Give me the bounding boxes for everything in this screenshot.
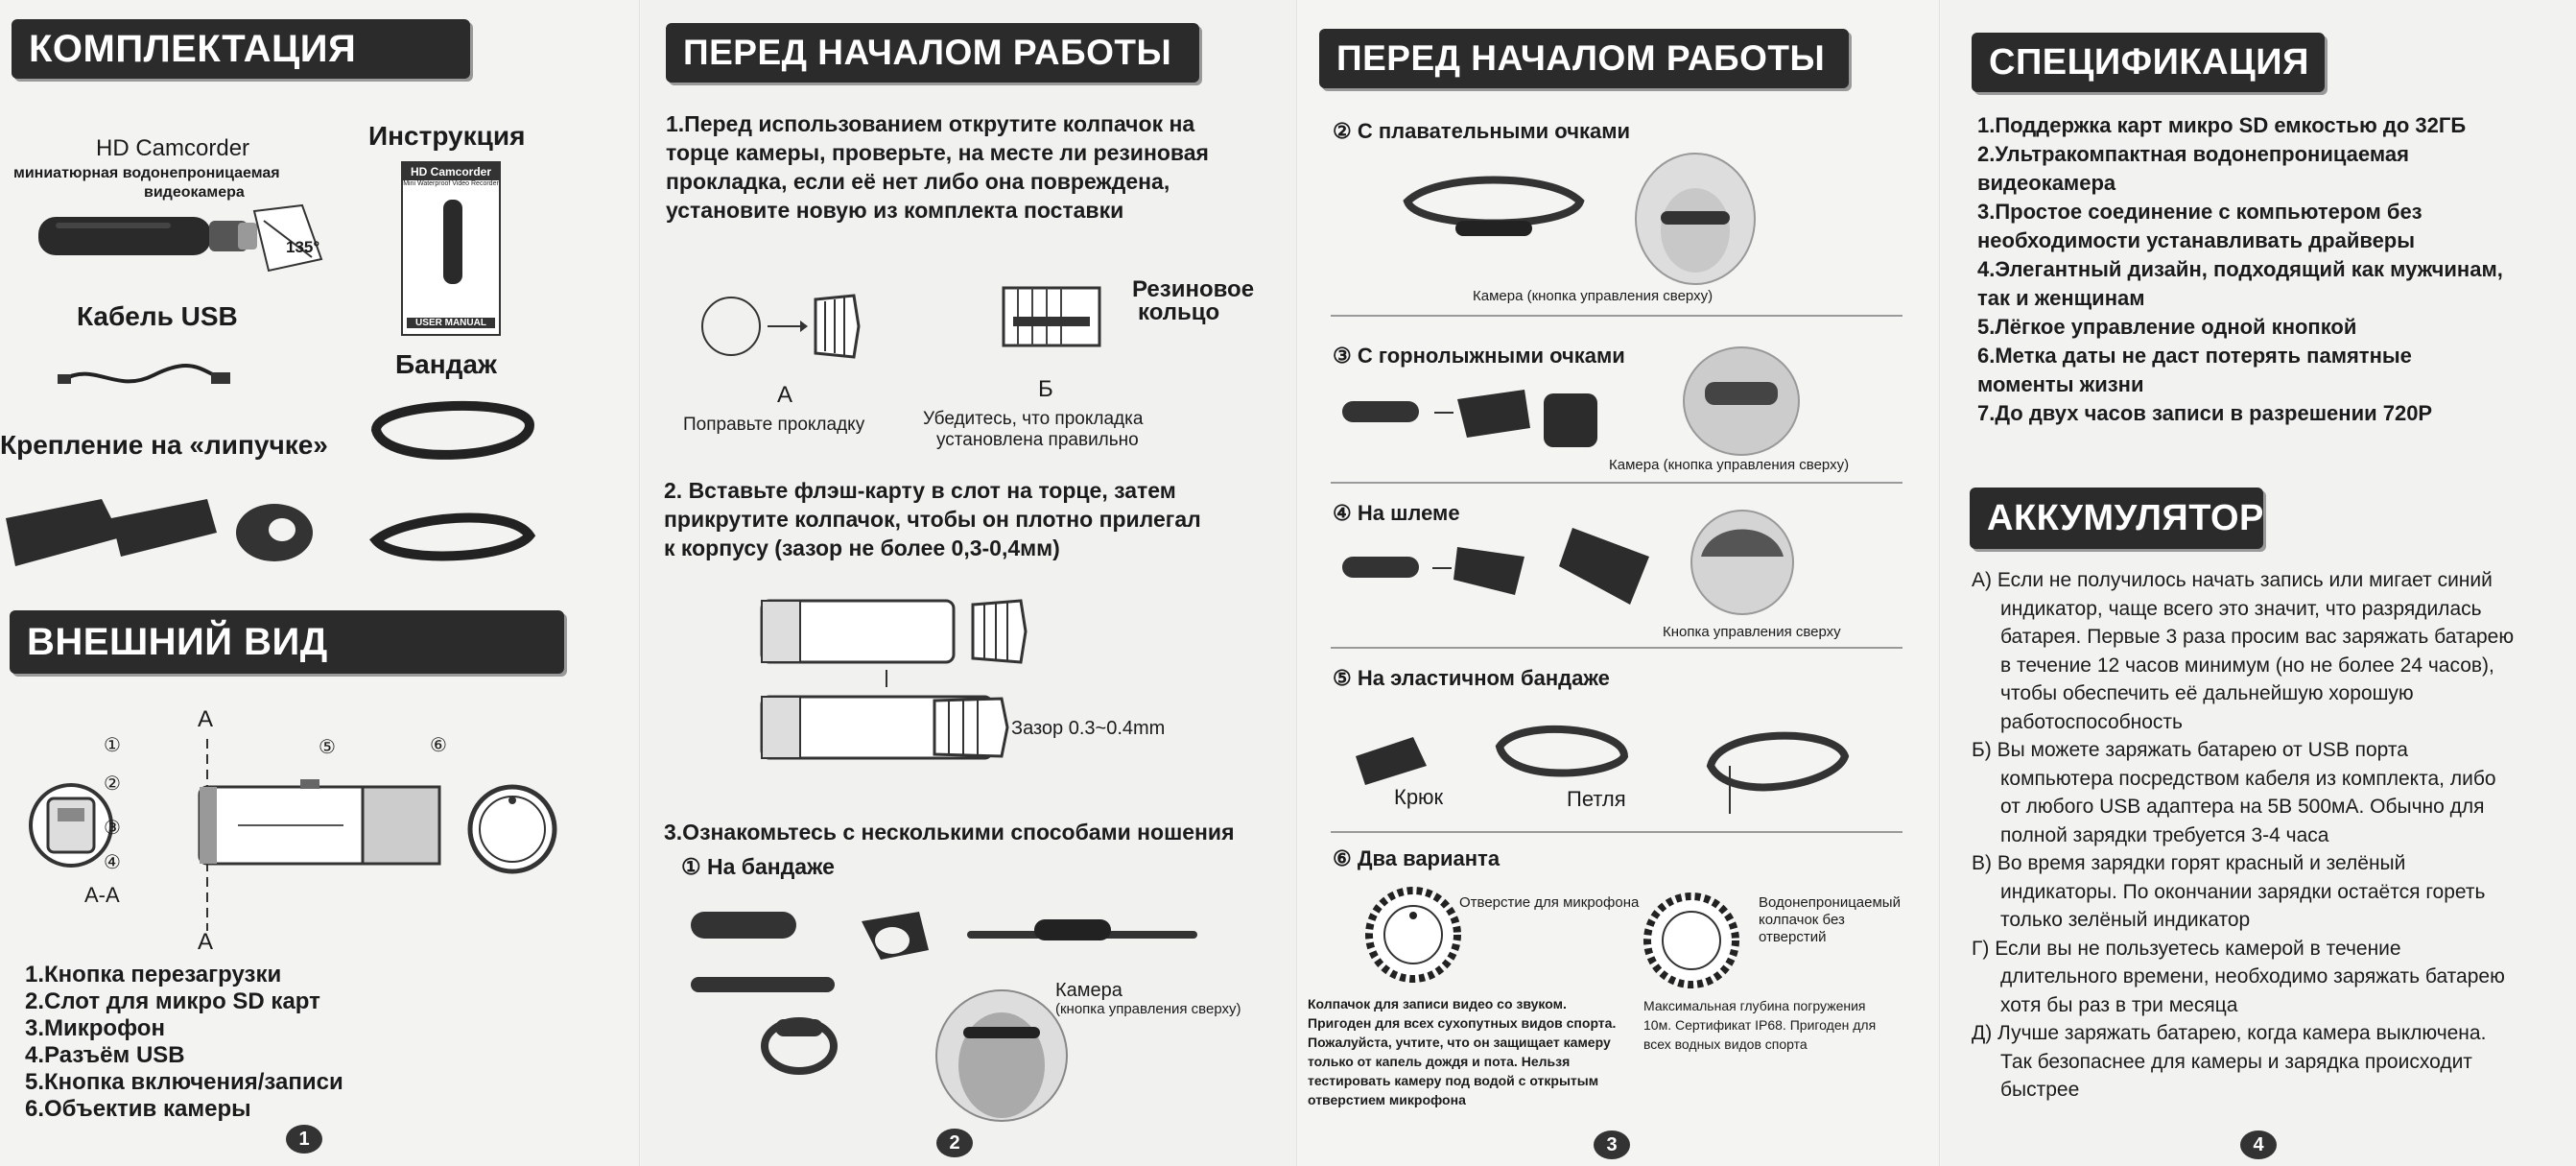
ring-label — [1132, 278, 1254, 324]
header-before-start: ПЕРЕД НАЧАЛОМ РАБОТЫ — [666, 23, 1199, 83]
step-2-line: 2. Вставьте флэш-карту в слот на торце, затем — [664, 478, 1176, 503]
cap-1-label: Отверстие для микрофона — [1459, 894, 1640, 911]
part-item: 1.Кнопка перезагрузки — [25, 962, 282, 988]
step-3: 3.Ознакомьтесь с несколькими способами ношения — [664, 820, 1235, 845]
spec-line: 2.Ультракомпактная водонепроницаемая — [1977, 142, 2409, 166]
spec-line: моменты жизни — [1977, 372, 2144, 396]
head-photo — [934, 988, 1069, 1123]
manual-cover-title: HD Camcorder — [403, 163, 499, 180]
battery-item-d: Г) Если вы не пользуетесь камерой в течение — [1972, 937, 2401, 960]
helmet-photo — [1691, 511, 1793, 614]
step-1-line: 1.Перед использованием открутите колпачок на — [666, 111, 1195, 136]
loop-label: Петля — [1567, 787, 1626, 811]
method-4-caption: Кнопка управления сверху — [1663, 624, 1841, 640]
side-view-diagram — [200, 777, 449, 873]
gap-label: Зазор 0.3~0.4mm — [1011, 718, 1166, 739]
spec-line: 4.Элегантный дизайн, подходящий как мужчинам, — [1977, 257, 2503, 281]
manual-camera-icon — [441, 200, 464, 286]
cap-2-label-line: отверстий — [1759, 929, 1827, 945]
velcro-title: Крепление на «липучке» — [0, 430, 328, 460]
cap-with-mic-hole — [1365, 887, 1461, 983]
step-1 — [666, 109, 1209, 225]
parts-list — [25, 962, 343, 1123]
battery-line: компьютера посредством кабеля из комплекта, либо — [2000, 767, 2496, 790]
battery-line: только зелёный индикатор — [2000, 909, 2251, 931]
battery-item-e: Д) Лучше заряжать батарею, когда камера выключена. — [1972, 1022, 2487, 1044]
spec-line: 5.Лёгкое управление одной кнопкой — [1977, 315, 2357, 339]
note-line: отверстием микрофона — [1308, 1092, 1466, 1107]
velcro-mount-illustration — [6, 480, 322, 576]
callout-4: ④ — [104, 852, 121, 873]
battery-line: батарея. Первые 3 раза просим вас заряжать батарею — [2000, 626, 2515, 648]
note-line: Колпачок для записи видео со звуком. — [1308, 996, 1567, 1011]
spec-line: 6.Метка даты не даст потерять памятные — [1977, 344, 2412, 368]
method-2-title: ② С плавательными очками — [1333, 119, 1631, 143]
callout-5: ⑤ — [319, 737, 336, 758]
camcorder-illustration — [36, 209, 267, 267]
swim-photo — [1636, 154, 1755, 284]
battery-line: в течение 12 часов минимум (но не более 24 часов), — [2000, 654, 2494, 677]
swim-goggles-illustration — [1398, 163, 1590, 259]
camcorder-caption-2: видеокамера — [144, 184, 245, 201]
callout-1: ① — [104, 735, 121, 756]
page-number: 1 — [286, 1125, 322, 1154]
ski-photo — [1684, 347, 1799, 455]
note-line: 10м. Сертификат IP68. Пригоден для — [1643, 1017, 1877, 1033]
usb-title: Кабель USB — [77, 301, 238, 331]
divider — [1331, 647, 1902, 649]
battery-line: работоспособность — [2000, 710, 2183, 733]
helmet-mount-illustration — [1342, 518, 1726, 614]
step-2-line: к корпусу (зазор не более 0,3-0,4мм) — [664, 535, 1060, 560]
cap-2-label-line: колпачок без — [1759, 912, 1845, 928]
step-1-line: установите новую из комплекта поставки — [666, 198, 1124, 223]
camera-label — [1055, 981, 1241, 1019]
battery-item-b: Б) Вы можете заряжать батарею от USB порта — [1972, 739, 2408, 761]
camera-label-line: Камера — [1055, 980, 1123, 1001]
battery-line: быстрее — [2000, 1079, 2080, 1101]
step-2-line: прикрутите колпачок, чтобы он плотно прилегал — [664, 507, 1201, 532]
manual-cover-footer: USER MANUAL — [407, 318, 495, 328]
spec-line: видеокамера — [1977, 171, 2116, 195]
cap-2-label-line: Водонепроницаемый — [1759, 894, 1901, 911]
cap-2-note — [1643, 996, 1876, 1054]
part-item: 4.Разъём USB — [25, 1042, 185, 1068]
battery-item-a: А) Если не получилось начать запись или мигает синий — [1972, 569, 2493, 591]
spec-line: 1.Поддержка карт микро SD емкостью до 32ГБ — [1977, 113, 2467, 137]
spec-list — [1977, 111, 2503, 428]
battery-line: полной зарядки требуется 3-4 часа — [2000, 823, 2329, 846]
battery-line: хотя бы раз в три месяца — [2000, 993, 2238, 1016]
method-5-title: ⑤ На эластичном бандаже — [1333, 666, 1610, 690]
method-1-title: ① На бандаже — [681, 854, 835, 879]
manual-booklet — [401, 161, 501, 336]
header-spec: СПЕЦИФИКАЦИЯ — [1972, 33, 2325, 92]
page-2 — [641, 0, 1298, 1166]
battery-line: длительного времени, необходимо заряжать батарею — [2000, 965, 2505, 988]
spec-line: необходимости устанавливать драйверы — [1977, 228, 2416, 252]
header-before-start: ПЕРЕД НАЧАЛОМ РАБОТЫ — [1319, 29, 1849, 88]
page-4 — [1941, 0, 2576, 1166]
method-4-title: ④ На шлеме — [1333, 501, 1460, 525]
section-a-bottom: A — [198, 929, 214, 955]
note-line: Максимальная глубина погружения — [1643, 998, 1866, 1013]
method-3-caption: Камера (кнопка управления сверху) — [1609, 457, 1850, 473]
angle-label: 135° — [286, 238, 320, 256]
divider — [1331, 831, 1902, 833]
manual-cover-sub: Mini Waterproof Video Recorder — [403, 180, 499, 187]
battery-line: индикаторы. По окончании зарядки остаётся гореть — [2000, 880, 2486, 903]
cap-2-label — [1759, 894, 1901, 946]
battery-item-c: В) Во время зарядки горят красный и зелёный — [1972, 852, 2406, 874]
lens-end-diagram — [464, 781, 560, 877]
fig-b-caption-1: Убедитесь, что прокладка — [923, 409, 1144, 429]
header-battery: АККУМУЛЯТОР — [1970, 488, 2263, 549]
page-number: 3 — [1594, 1130, 1630, 1159]
note-line: Пригоден для всех сухопутных видов спорта. — [1308, 1015, 1617, 1031]
note-line: тестировать камеру под водой с открытым — [1308, 1073, 1599, 1088]
note-line: всех водных видов спорта — [1643, 1036, 1808, 1052]
divider — [1331, 315, 1902, 317]
part-item: 3.Микрофон — [25, 1015, 165, 1041]
fig-a-letter: A — [777, 382, 793, 408]
page-1 — [0, 0, 641, 1166]
step-1-line: прокладка, если её нет либо она повреждена, — [666, 169, 1170, 194]
band-illustration — [366, 392, 539, 583]
cap-waterproof — [1643, 892, 1739, 988]
battery-line: от любого USB адаптера на 5В 500мА. Обычно для — [2000, 796, 2485, 818]
card-insert-diagram — [752, 591, 1030, 783]
note-line: только от капель дождя и пота. Нельзя — [1308, 1054, 1571, 1069]
section-a-top: A — [198, 706, 214, 732]
manual-title: Инструкция — [368, 121, 526, 151]
hook-label: Крюк — [1394, 785, 1444, 809]
camcorder-caption: миниатюрная водонепроницаемая — [13, 165, 280, 181]
method-6-title: ⑥ Два варианта — [1333, 846, 1501, 870]
callout-3: ③ — [104, 818, 121, 839]
fig-b-letter: Б — [1038, 376, 1053, 402]
battery-line: индикатор, чаще всего это значит, что разрядилась — [2000, 597, 2482, 620]
gasket-diagram-a — [700, 288, 873, 365]
battery-line: чтобы обеспечить её дальнейшую хорошую — [2000, 682, 2414, 704]
section-label: A-A — [84, 883, 120, 907]
gasket-diagram-b — [994, 278, 1109, 355]
ring-label-line: кольцо — [1138, 299, 1220, 325]
header-view: ВНЕШНИЙ ВИД — [10, 610, 564, 674]
divider — [1331, 482, 1902, 484]
header-kit: КОМПЛЕКТАЦИЯ — [12, 19, 470, 79]
page-number: 2 — [936, 1129, 973, 1157]
spec-line: 7.До двух часов записи в разрешении 720P — [1977, 401, 2433, 425]
page-3 — [1298, 0, 1941, 1166]
camera-label-line: (кнопка управления сверху) — [1055, 1001, 1241, 1017]
step-1-line: торце камеры, проверьте, на месте ли резиновая — [666, 140, 1209, 165]
battery-line: Так безопаснее для камеры и зарядка происходит — [2000, 1050, 2472, 1073]
callout-2: ② — [104, 773, 121, 795]
spec-line: так и женщинам — [1977, 286, 2145, 310]
ski-goggles-illustration — [1342, 380, 1592, 457]
battery-list — [1972, 566, 2514, 1105]
spec-line: 3.Простое соединение с компьютером без — [1977, 200, 2422, 224]
step-2 — [664, 476, 1201, 562]
part-item: 6.Объектив камеры — [25, 1096, 251, 1122]
note-line: Пожалуйста, учтите, что он защищает камеру — [1308, 1035, 1611, 1050]
band-title: Бандаж — [395, 349, 497, 379]
callout-6: ⑥ — [430, 735, 447, 756]
page-number: 4 — [2240, 1130, 2277, 1159]
cap-1-note — [1308, 994, 1616, 1109]
part-item: 5.Кнопка включения/записи — [25, 1069, 343, 1095]
part-item: 2.Слот для микро SD карт — [25, 988, 320, 1014]
usb-cable-illustration — [58, 351, 230, 399]
method-2-caption: Камера (кнопка управления сверху) — [1473, 288, 1713, 304]
fig-a-caption: Поправьте прокладку — [683, 415, 865, 435]
method-3-title: ③ С горнолыжными очками — [1333, 344, 1625, 368]
camcorder-title: HD Camcorder — [96, 135, 250, 161]
ring-label-line: Резиновое — [1132, 276, 1255, 302]
fig-b-caption-2: установлена правильно — [936, 430, 1139, 450]
